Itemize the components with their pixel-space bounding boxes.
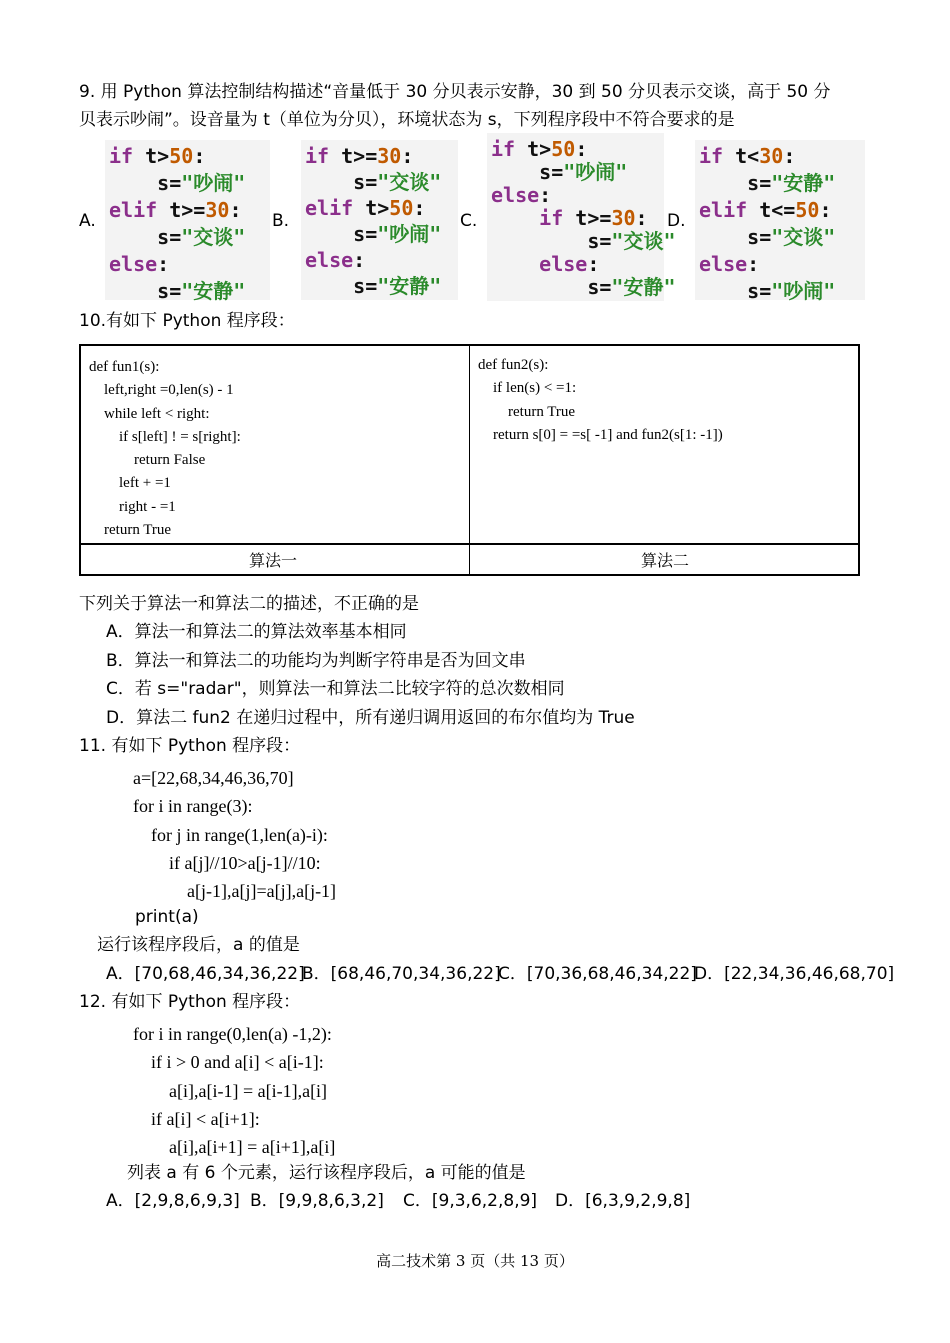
q12-intro: 12. 有如下 Python 程序段： bbox=[79, 992, 301, 1012]
q10-option-a: A．算法一和算法二的算法效率基本相同 bbox=[106, 622, 407, 642]
q11-intro: 11. 有如下 Python 程序段： bbox=[79, 736, 301, 756]
algo1-code bbox=[89, 356, 241, 542]
code-line: s="安静" bbox=[587, 275, 676, 299]
q10-intro: 10.有如下 Python 程序段： bbox=[79, 311, 295, 331]
q9-line1: 9. 用 Python 算法控制结构描述“音量低于 30 分贝表示安静，30 到 50 分贝表示交谈，高于 50 分 bbox=[79, 82, 831, 102]
q11-option-d: D．[22,34,36,46,68,70] bbox=[694, 964, 895, 984]
q9-option-c-label: C. bbox=[460, 211, 478, 231]
q11-option-b: B．[68,46,70,34,36,22] bbox=[302, 964, 501, 984]
q12-code bbox=[133, 1020, 335, 1161]
q9-option-b-code bbox=[301, 140, 458, 300]
code-line: s="吵闹" bbox=[157, 171, 246, 195]
q10-algorithm-table bbox=[79, 344, 860, 576]
q9-option-b-label: B. bbox=[272, 211, 290, 231]
code-line: s="吵闹" bbox=[747, 279, 836, 303]
code-line: for i in range(0,len(a) -1,2): bbox=[133, 1024, 332, 1044]
code-line: else: bbox=[699, 252, 760, 276]
code-line: for i in range(3): bbox=[133, 796, 253, 817]
code-line: right - =1 bbox=[89, 498, 176, 515]
q12-option-c: C．[9,3,6,2,8,9] bbox=[403, 1191, 538, 1211]
q11-print-line: print(a) bbox=[135, 907, 199, 927]
code-line: for j in range(1,len(a)-i): bbox=[133, 824, 328, 845]
code-line: if a[i] < a[i+1]: bbox=[133, 1108, 260, 1129]
code-line: while left < right: bbox=[89, 405, 210, 422]
code-line: a[i],a[i+1] = a[i+1],a[i] bbox=[133, 1137, 336, 1158]
q10-option-d: D．算法二 fun2 在递归过程中，所有递归调用返回的布尔值均为 True bbox=[106, 708, 635, 728]
code-line: if t>50: bbox=[109, 144, 206, 168]
code-line: left + =1 bbox=[89, 475, 171, 492]
algo1-label: 算法一 bbox=[249, 553, 298, 570]
code-line: s="交谈" bbox=[353, 170, 442, 194]
code-line: if t>=30: bbox=[305, 144, 414, 168]
q9-option-a-label: A. bbox=[79, 211, 96, 231]
code-line: else: bbox=[491, 183, 552, 207]
q12-option-d: D．[6,3,9,2,9,8] bbox=[555, 1191, 691, 1211]
q12-option-b: B．[9,9,8,6,3,2] bbox=[250, 1191, 384, 1211]
code-line: if t>=30: bbox=[539, 206, 648, 230]
q10-option-b: B．算法一和算法二的功能均为判断字符串是否为回文串 bbox=[106, 651, 526, 671]
code-line: if len(s) < =1: bbox=[478, 380, 577, 397]
code-line: elif t>50: bbox=[305, 196, 426, 220]
q12-question: 列表 a 有 6 个元素，运行该程序段后，a 可能的值是 bbox=[127, 1163, 526, 1183]
code-line: s="交谈" bbox=[747, 225, 836, 249]
code-line: if s[left] ! = s[right]: bbox=[89, 428, 241, 445]
page-footer: 高二技术第 3 页（共 13 页） bbox=[376, 1252, 574, 1270]
code-line: left,right =0,len(s) - 1 bbox=[89, 382, 234, 399]
q9-option-c-code bbox=[487, 133, 676, 301]
code-line: s="安静" bbox=[353, 274, 442, 298]
q12-option-a: A．[2,9,8,6,9,3] bbox=[106, 1191, 240, 1211]
code-line: elif t>=30: bbox=[109, 198, 242, 222]
q11-code bbox=[133, 764, 336, 905]
code-line: return s[0] = =s[ -1] and fun2(s[1: -1]) bbox=[478, 426, 723, 443]
code-line: else: bbox=[109, 252, 170, 276]
q11-option-a: A．[70,68,46,34,36,22] bbox=[106, 964, 305, 984]
code-line: if i > 0 and a[i] < a[i-1]: bbox=[133, 1052, 324, 1073]
code-line: return True bbox=[89, 522, 172, 539]
table-divider bbox=[81, 543, 858, 545]
q9-option-a-code bbox=[105, 140, 270, 303]
code-line: def fun2(s): bbox=[478, 357, 549, 373]
q10-question: 下列关于算法一和算法二的描述，不正确的是 bbox=[79, 594, 419, 614]
code-line: def fun1(s): bbox=[89, 359, 160, 375]
code-line: s="交谈" bbox=[587, 229, 676, 253]
code-line: a[i],a[i-1] = a[i-1],a[i] bbox=[133, 1080, 328, 1101]
algo2-code bbox=[478, 354, 723, 447]
code-line: if t<30: bbox=[699, 144, 796, 168]
code-line: return True bbox=[478, 403, 576, 420]
code-line: s="安静" bbox=[157, 279, 246, 303]
code-line: if a[j]//10>a[j-1]//10: bbox=[133, 852, 321, 873]
q9-line2: 贝表示吵闹”。设音量为 t（单位为分贝），环境状态为 s，下列程序段中不符合要求的是 bbox=[79, 110, 735, 130]
code-line: return False bbox=[89, 452, 206, 469]
code-line: a[j-1],a[j]=a[j],a[j-1] bbox=[133, 881, 337, 902]
q10-option-c: C．若 s="radar"，则算法一和算法二比较字符的总次数相同 bbox=[106, 679, 565, 699]
code-line: else: bbox=[305, 248, 366, 272]
code-line: a=[22,68,34,46,36,70] bbox=[133, 768, 294, 788]
code-line: else: bbox=[539, 252, 600, 276]
code-line: s="吵闹" bbox=[539, 160, 628, 184]
code-line: if t>50: bbox=[491, 137, 588, 161]
code-line: s="吵闹" bbox=[353, 222, 442, 246]
code-line: s="安静" bbox=[747, 171, 836, 195]
q11-question: 运行该程序段后，a 的值是 bbox=[97, 935, 300, 955]
table-divider bbox=[469, 346, 470, 574]
code-line: s="交谈" bbox=[157, 225, 246, 249]
q9-option-d-label: D. bbox=[667, 211, 686, 231]
q9-option-d-code bbox=[695, 140, 865, 303]
algo2-label: 算法二 bbox=[641, 553, 690, 570]
code-line: elif t<=50: bbox=[699, 198, 832, 222]
q11-option-c: C．[70,36,68,46,34,22] bbox=[498, 964, 697, 984]
